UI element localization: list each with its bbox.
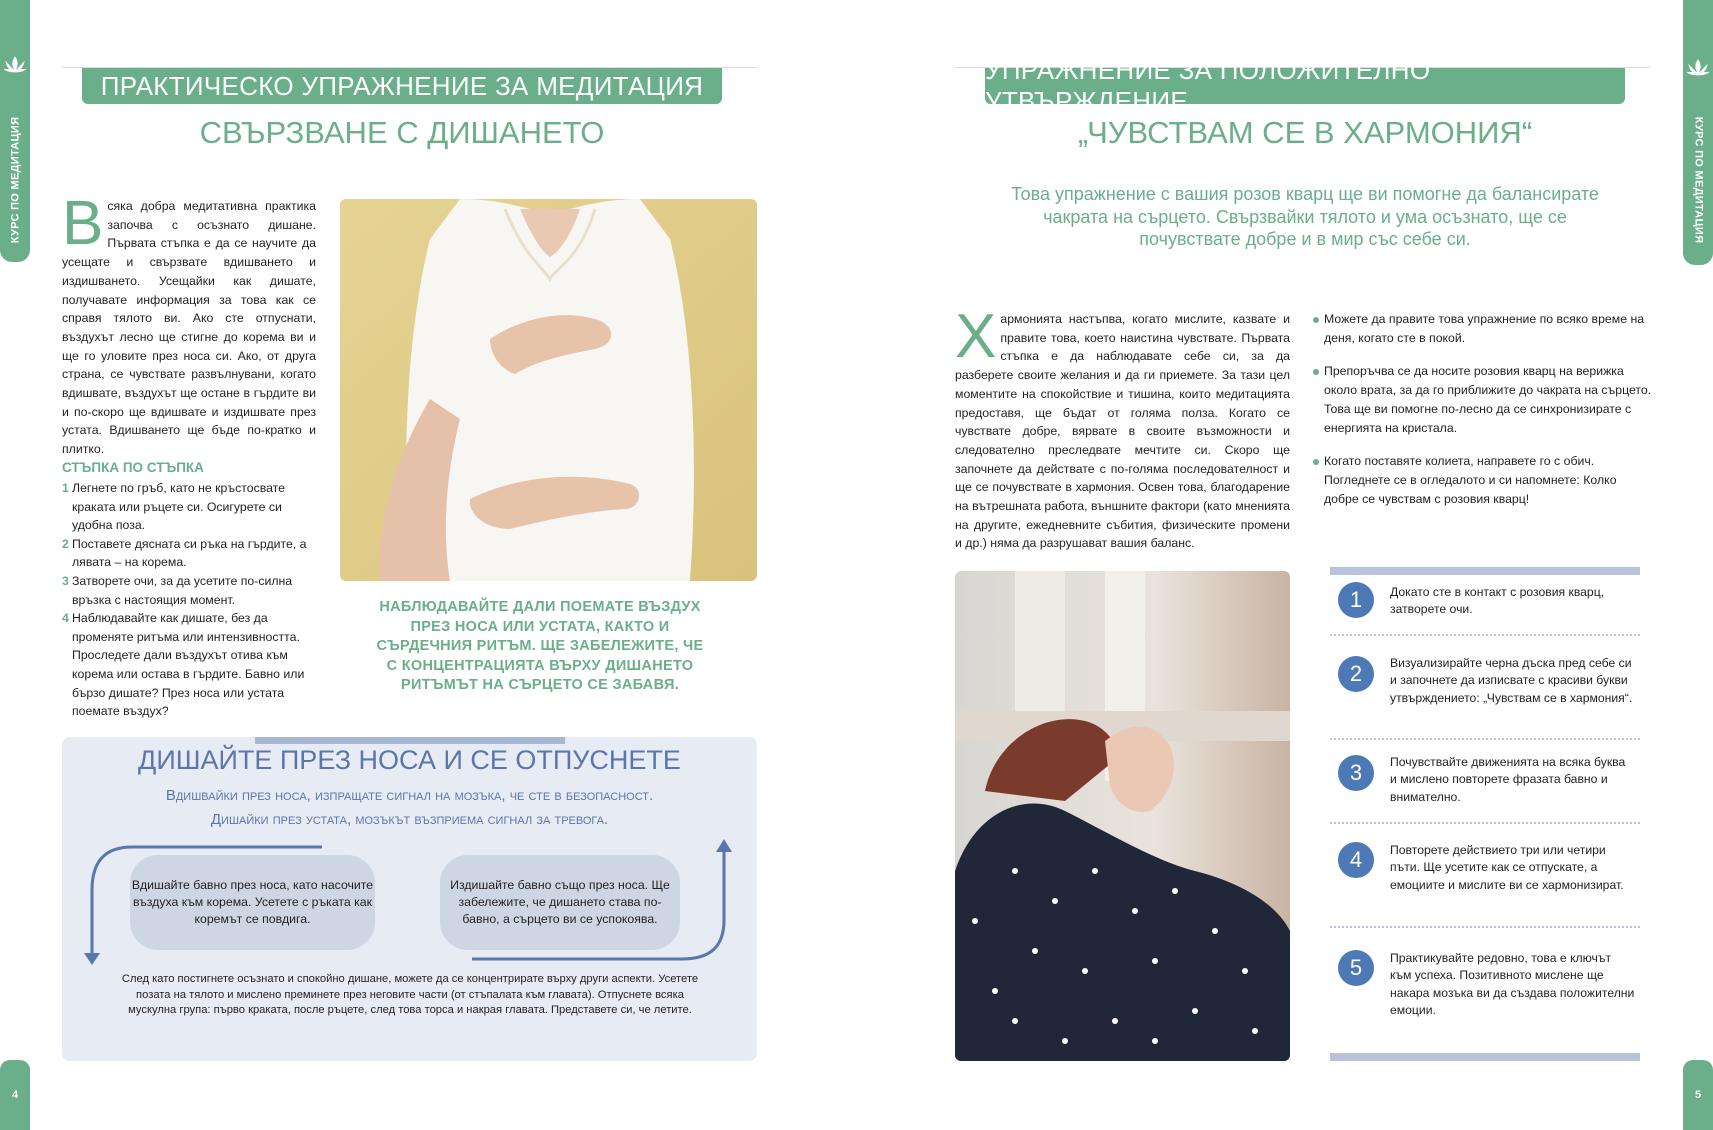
right-intro: Това упражнение с вашия розов кварц ще ви помогне да балансирате чакрата на сърцето. Свързвайки тялото и ума осъзнато, ще се почувствате добре и в мир със себе си.: [1011, 184, 1599, 249]
step-number-circle: 5: [1338, 950, 1374, 986]
numbered-panel-bottom-bar: [1330, 1053, 1640, 1061]
breathing-box-line1: Вдишвайки през носа, изпращате сигнал на мозъка, че сте в безопасност.: [165, 787, 654, 804]
lotus-icon: [3, 55, 27, 75]
pullquote: НАБЛЮДАВАЙТЕ ДАЛИ ПОЕМАТЕ ВЪЗДУХ ПРЕЗ НОСА ИЛИ УСТАТА, КАКТО И СЪРДЕЧНИЯ РИТЪМ. ЩЕ ЗАБЕЛЕЖИТЕ, ЧЕ С КОНЦЕНТРАЦИЯТА ВЪРХУ ДИШАНЕТО РИТЪМЪТ НА СЪРЦЕТО СЕ ЗАБАВЯ.: [376, 599, 704, 693]
page-number-right: 5: [1683, 1060, 1713, 1130]
breathing-box-bar: [255, 737, 565, 744]
step-number-circle: 3: [1338, 755, 1374, 791]
side-tab-label: КУРС ПО МЕДИТАЦИЯ: [1692, 116, 1705, 244]
side-tab-right: [1683, 0, 1713, 265]
side-tab-label: КУРС ПО МЕДИТАЦИЯ: [9, 116, 22, 244]
woman-chest-photo: [340, 199, 757, 581]
left-body-text: сяка добра медитативна практика започва с осъзнато дишане. Първата стъпка е да се научите да усещате и свързвате вдишването и издишването. Усещайки как дишате, получавате информация за това как се справя тялото ви. Ако сте отпуснати, въздухът лесно ще стигне до корема ви и ще го уловите през носа си. Ако, от друга страна, се чувствате развълнувани, когато вдишвате, въздухът ще остане в гърдите ви и по-скоро ще вдишвате и издишвате през устата. Вдишването ще бъде по-кратко и плитко.: [62, 199, 316, 457]
numbered-step-text: Повторете действието три или четири пъти. Ще усетите как се отпускате, а емоциите и мислите ви се хармонизират.: [1390, 843, 1624, 892]
bullet-list: [1313, 310, 1653, 523]
right-body: [955, 302, 1290, 553]
step-number-circle: 1: [1338, 582, 1374, 618]
right-subtitle: „ЧУВСТВАМ СЕ В ХАРМОНИЯ“: [1077, 115, 1533, 150]
left-subtitle: СВЪРЗВАНЕ С ДИШАНЕТО: [199, 115, 605, 150]
breathing-box-line2: Дишайки през устата, мозъкът възприема сигнал за тревога.: [210, 811, 609, 828]
cloud-inhale: Вдишайте бавно през носа, като насочите въздуха към корема. Усетете с ръката как коремът се повдига.: [130, 855, 375, 950]
dropcap: Х: [955, 302, 997, 371]
breathing-box-footer: След като постигнете осъзнато и спокойно дишане, можете да се концентрирате върху други аспекти. Усетете позата на тялото и мислено преминете през неговите части (от стъпалата към главата). Отпуснете всяка мускулна група: първо краката, после ръцете, след това торса и накрая главата. Представете си, че летите.: [121, 973, 699, 1016]
bullet-item: Препоръчва се да носите розовия кварц на верижка около врата, за да го приближите до чакрата на сърцето. Това ще ви помогне по-лесно да се синхронизирате с енергията на кристала.: [1313, 362, 1653, 437]
bullet-item: Когато поставяте колиета, направете го с обич. Погледнете се в огледалото и си напомнете: Колко добре се чувствам с розовия кварц!: [1313, 452, 1653, 508]
step-number-circle: 2: [1338, 656, 1374, 692]
step-item: 1 Легнете по гръб, като не кръстосвате краката или ръцете си. Осигурете си удобна поза.: [62, 481, 286, 533]
right-body-text: армонията настъпва, когато мислите, казвате и правите това, което наистина чувствате. Първата стъпка е да наблюдавате себе си, за да разберете своите желания и да ги приемете. За тази цел моментите на спокойствие и тишина, които медитацията предоставя, ще бъдат от голяма полза. Когато се чувствате добре, вярвате в своите възможности и следователно преследвате мечтите си. Скоро ще започнете да действате с по-голяма последователност и ще се почувствате в хармония. Освен това, благодарение на вътрешната работа, външните фактори (като мненията на другите, ежедневните събития, физическите промени и др.) няма да разрушават вашия баланс.: [955, 312, 1290, 551]
numbered-step-text: Докато сте в контакт с розовия кварц, затворете очи.: [1390, 585, 1605, 617]
dotted-separator: [1330, 634, 1640, 636]
bullet-item: Можете да правите това упражнение по всяко време на деня, когато сте в покой.: [1313, 310, 1653, 347]
step-item: 4 Наблюдавайте как дишате, без да променяте ритъма или интензивността. Проследете дали въздухът отива към корема или остава в гърдите. Бавно или бързо дишате? През носа или устата поемате въздух?: [62, 611, 305, 719]
breathing-box-title: ДИШАЙТЕ ПРЕЗ НОСА И СЕ ОТПУСНЕТЕ: [138, 745, 681, 775]
dotted-separator: [1330, 822, 1640, 824]
woman-relaxing-photo: [955, 571, 1290, 1061]
lotus-icon: [1686, 58, 1710, 78]
left-banner: ПРАКТИЧЕСКО УПРАЖНЕНИЕ ЗА МЕДИТАЦИЯ: [82, 68, 722, 104]
right-banner: УПРАЖНЕНИЕ ЗА ПОЛОЖИТЕЛНО УТВЪРЖДЕНИЕ: [985, 68, 1625, 104]
steps-heading: СТЪПКА ПО СТЪПКА: [62, 460, 204, 475]
numbered-step-text: Практикувайте редовно, това е ключът към успеха. Позитивното мислене ще накара мозъка ви да създава положителни емоции.: [1390, 951, 1635, 1018]
page-number-left: 4: [0, 1060, 30, 1130]
dotted-separator: [1330, 926, 1640, 928]
steps-list: [62, 479, 320, 721]
step-number-circle: 4: [1338, 842, 1374, 878]
numbered-step-text: Визуализирайте черна дъска пред себе си и започнете да изписвате с красиви букви утвърждението: „Чувствам се в хармония“.: [1390, 656, 1633, 705]
dotted-separator: [1330, 738, 1640, 740]
dropcap: В: [62, 189, 104, 258]
numbered-panel-top-bar: [1330, 567, 1640, 575]
step-item: 3 Затворете очи, за да усетите по-силна връзка с настоящия момент.: [62, 573, 293, 607]
side-tab-left: [0, 0, 30, 262]
left-body: [62, 189, 316, 459]
numbered-step-text: Почувствайте движенията на всяка буква и мислено повторете фразата бавно и внимателно.: [1390, 755, 1626, 804]
step-item: 2 Поставете дясната си ръка на гърдите, а лявата – на корема.: [62, 536, 307, 570]
cloud-exhale: Издишайте бавно също през носа. Ще забележите, че дишането става по-бавно, а сърцето ви се успокоява.: [440, 855, 680, 950]
